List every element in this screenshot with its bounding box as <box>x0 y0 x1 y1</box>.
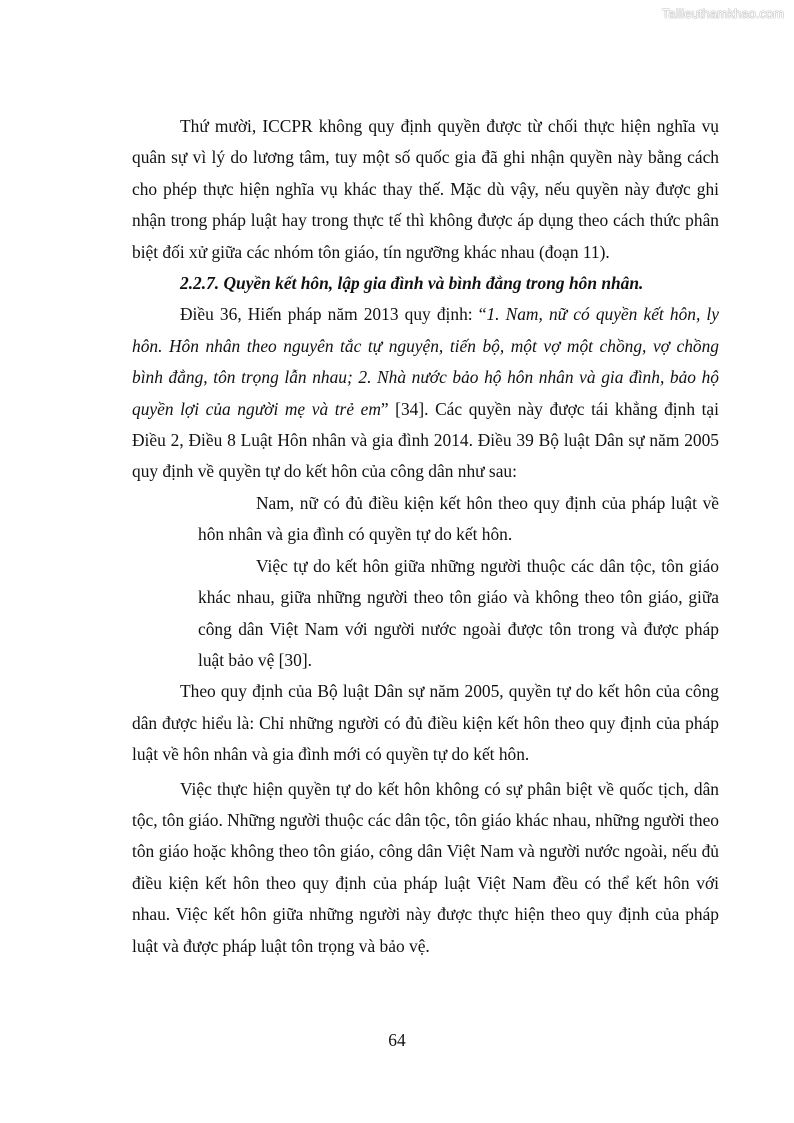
block-quote-1: Nam, nữ có đủ điều kiện kết hôn theo quy định của pháp luật về hôn nhân và gia đình có quyền tự do kết hôn. <box>198 492 719 545</box>
page-body <box>132 111 719 962</box>
section-heading: 2.2.7. Quyền kết hôn, lập gia đình và bình đẳng trong hôn nhân. <box>180 273 644 294</box>
constitution-rest: ” [34]. Các quyền này được tái khẳng định tại Điều 2, Điều 8 Luật Hôn nhân và gia đình 2014. Điều 39 Bộ luật Dân sự năm 2005 quy định về quyền tự do kết hôn của công dân như sau: <box>132 398 719 482</box>
page-number: 64 <box>388 1030 406 1050</box>
paragraph-civil-code: Theo quy định của Bộ luật Dân sự năm 2005, quyền tự do kết hôn của công dân được hiểu là: Chỉ những người có đủ điều kiện kết hôn theo quy định của pháp luật về hôn nhân và gia đình mới có quyền tự do kết hôn. <box>132 681 719 765</box>
constitution-intro: Điều 36, Hiến pháp năm 2013 quy định: “ <box>180 304 487 325</box>
paragraph-freedom-of-conscience: Thứ mười, ICCPR không quy định quyền được từ chối thực hiện nghĩa vụ quân sự vì lý do lương tâm, tuy một số quốc gia đã ghi nhận quyền này bằng cách cho phép thực hiện nghĩa vụ khác thay thế. Mặc dù vậy, nếu quyền này được ghi nhận trong pháp luật hay trong thực tế thì không được áp dụng theo cách thức phân biệt đối xử giữa các nhóm tôn giáo, tín ngưỡng khác nhau (đoạn 11). <box>132 116 719 262</box>
paragraph-non-discrimination: Việc thực hiện quyền tự do kết hôn không có sự phân biệt về quốc tịch, dân tộc, tôn giáo. Những người thuộc các dân tộc, tôn giáo khác nhau, những người theo tôn giáo hoặc không theo tôn giáo, công dân Việt Nam và người nước ngoài, nếu đủ điều kiện kết hôn theo quy định của pháp luật Việt Nam đều có thể kết hôn với nhau. Việc kết hôn giữa những người này được thực hiện theo quy định của pháp luật và được pháp luật tôn trọng và bảo vệ. <box>132 778 719 956</box>
block-quote-2: Việc tự do kết hôn giữa những người thuộc các dân tộc, tôn giáo khác nhau, giữa những người theo tôn giáo và không theo tôn giáo, giữa công dân Việt Nam với người nước ngoài được tôn trong và được pháp luật bảo vệ [30]. <box>198 555 719 670</box>
constitution-quote: 1. Nam, nữ có quyền kết hôn, ly hôn. Hôn nhân theo nguyên tắc tự nguyện, tiến bộ, một vợ một chồng, vợ chồng bình đẳng, tôn trọng lẫn nhau; 2. Nhà nước bảo hộ hôn nhân và gia đình, bảo hộ quyền lợi của người mẹ và trẻ em <box>132 304 719 419</box>
paragraph-constitution <box>132 299 719 487</box>
watermark: Tailieuthamkhao.com <box>661 6 784 21</box>
